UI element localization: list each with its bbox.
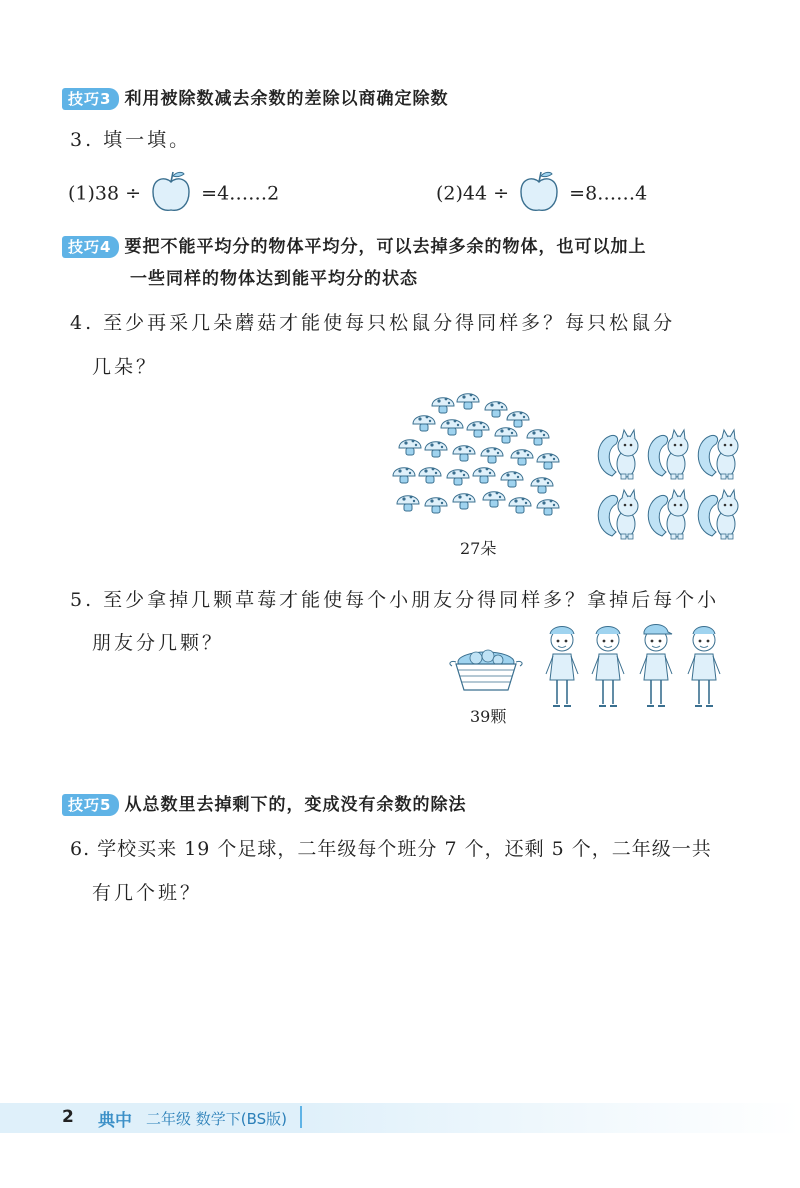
squirrels-picture — [592, 420, 752, 550]
q5-line1: 5. 至少拿掉几颗草莓才能使每个小朋友分得同样多？拿掉后每个小 — [70, 589, 720, 611]
tip5-text: 从总数里去掉剩下的，变成没有余数的除法 — [124, 795, 467, 815]
q3-item-1-suffix: =4……2 — [201, 182, 280, 205]
page-number: 2 — [62, 1107, 74, 1127]
tip5-badge: 技巧5 — [62, 794, 119, 816]
q3-item-2-prefix: (2)44 ÷ — [436, 182, 510, 205]
q3-item-1 — [68, 168, 279, 221]
q6-line1: 6. 学校买来 19 个足球，二年级每个班分 7 个，还剩 5 个，二年级一共 — [70, 838, 712, 860]
tip4-line2: 一些同样的物体达到能平均分的状态 — [130, 269, 418, 289]
q6-line2: 有几个班？ — [92, 882, 203, 904]
tip4-row — [62, 232, 647, 258]
tip4-line1: 要把不能平均分的物体平均分，可以去掉多余的物体，也可以加上 — [124, 237, 647, 257]
strawberry-count: 39颗 — [470, 707, 507, 726]
q4-line2: 几朵？ — [92, 356, 159, 378]
q5-line2: 朋友分几颗？ — [92, 632, 225, 654]
tip4-badge: 技巧4 — [62, 236, 119, 258]
q3-title: 3. 填一填。 — [70, 129, 192, 151]
tip3-text: 利用被除数减去余数的差除以商确定除数 — [124, 89, 449, 109]
strawberry-basket-picture — [446, 640, 526, 700]
q4-line1: 4. 至少再采几朵蘑菇才能使每只松鼠分得同样多？每只松鼠分 — [70, 312, 676, 334]
apple-icon[interactable] — [147, 168, 195, 221]
tip3-row — [62, 84, 449, 110]
mushroom-count: 27朵 — [460, 539, 497, 558]
apple-icon[interactable] — [515, 168, 563, 221]
q3-item-2-suffix: =8……4 — [569, 182, 648, 205]
footer-divider — [300, 1106, 302, 1128]
q3-item-2 — [436, 168, 647, 221]
tip5-row — [62, 790, 467, 816]
logo: 典中 — [98, 1111, 132, 1131]
book-title: 二年级 数学下(BS版) — [146, 1110, 288, 1128]
tip3-badge: 技巧3 — [62, 88, 119, 110]
children-picture — [540, 624, 740, 714]
q3-item-1-prefix: (1)38 ÷ — [68, 182, 142, 205]
mushrooms-picture — [388, 386, 568, 531]
